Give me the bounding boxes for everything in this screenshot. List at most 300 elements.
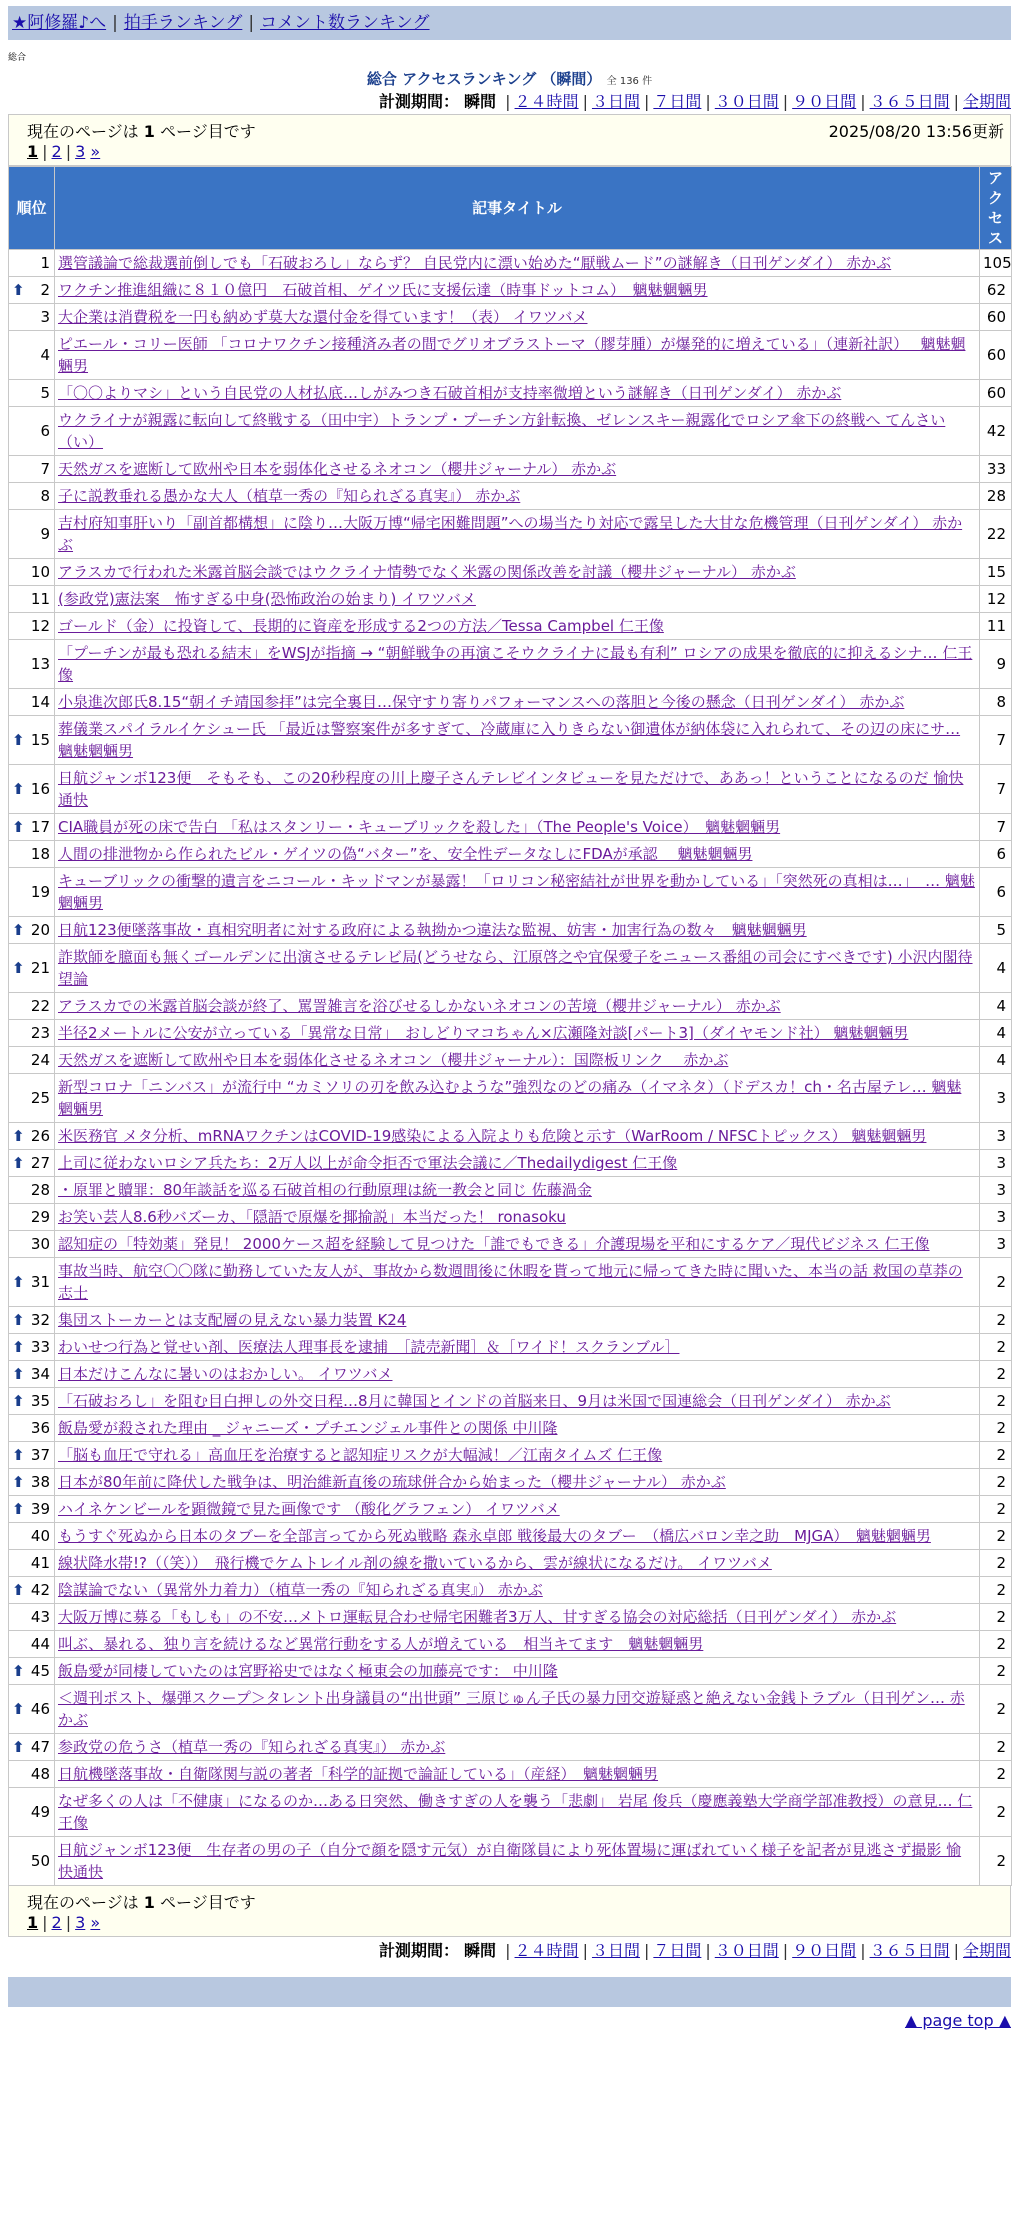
rank-cell	[9, 1334, 55, 1361]
table-row	[9, 1258, 1012, 1307]
access-count: 2	[980, 1734, 1012, 1761]
article-link[interactable]: なぜ多くの人は「不健康」になるのか…ある日突然、働きすぎの人を襲う「悲劇」 岩尾 俊兵（慶應義塾大学商学部准教授）の意見… 仁王像	[58, 1792, 973, 1832]
article-link[interactable]: 米医務官 メタ分析、mRNAワクチンはCOVID-19感染による入院よりも危険と示す（WarRoom / NFSCトピックス） 魑魅魍魎男	[58, 1127, 927, 1145]
rank-cell	[9, 1231, 55, 1258]
page-title-text: 総合 アクセスランキング （瞬間）	[366, 70, 602, 88]
rank-up-arrow-icon: ⬆	[12, 1338, 25, 1356]
rank-up-arrow-icon: ⬆	[12, 1127, 25, 1145]
period-option-link[interactable]: ３０日間	[714, 1941, 779, 1960]
article-link[interactable]: 参政党の危うさ（植草一秀の『知られざる真実』） 赤かぶ	[58, 1738, 446, 1756]
article-link[interactable]: 新型コロナ「ニンバス」が流行中 “カミソリの刃を飲み込むような”強烈なのどの痛み（イマネタ）（ドデスカ！ch・名古屋テレ… 魑魅魍魎男	[58, 1078, 962, 1118]
page-link-current: 1	[27, 1913, 39, 1932]
page-link[interactable]: 3	[75, 1913, 86, 1932]
table-row	[9, 1761, 1012, 1788]
rank-cell	[9, 483, 55, 510]
article-link[interactable]: (参政党)憲法案 怖すぎる中身(恐怖政治の始まり) イワツバメ	[58, 590, 476, 608]
article-link[interactable]: 日航機墜落事故・自衛隊関与説の著者「科学的証拠で論証している」（産経） 魑魅魍魎男	[58, 1765, 659, 1783]
rank-number: 1	[40, 254, 50, 272]
table-row	[9, 304, 1012, 331]
rank-up-arrow-icon: ⬆	[12, 731, 25, 749]
article-link[interactable]: ・原罪と贖罪：80年談話を巡る石破首相の行動原理は統一教会と同じ 佐藤渦金	[58, 1181, 592, 1199]
access-count: 11	[980, 613, 1012, 640]
period-option-link[interactable]: ３６５日間	[869, 1941, 950, 1960]
title-cell	[55, 944, 980, 993]
period-option-link[interactable]: ９０日間	[792, 1941, 857, 1960]
article-link[interactable]: 線状降水帯!?（（笑）） 飛行機でケムトレイル剤の線を撒いているから、雲が線状になるだけ。 イワツバメ	[58, 1554, 772, 1572]
rank-cell	[9, 1361, 55, 1388]
table-row	[9, 380, 1012, 407]
rank-number: 14	[30, 693, 50, 711]
title-cell	[55, 1231, 980, 1258]
article-link[interactable]: 日航123便墜落事故・真相究明者に対する政府による執拗かつ違法な監視、妨害・加害行為の数々 魑魅魍魎男	[58, 921, 807, 939]
access-count: 60	[980, 380, 1012, 407]
period-selector-top	[0, 90, 1011, 114]
title-cell	[55, 1788, 980, 1837]
article-link[interactable]: 葬儀業スパイラルイケシュー氏 「最近は警察案件が多すぎて、冷蔵庫に入りきらない御遺体が納体袋に入れられて、その辺の床にサ… 魑魅魍魎男	[58, 720, 961, 760]
article-link[interactable]: 大阪万博に募る「もしも」の不安…メトロ運転見合わせ帰宅困難者3万人、甘すぎる協会の対応総括（日刊ゲンダイ） 赤かぶ	[58, 1608, 897, 1626]
current-page-text-bottom: 現在のページは 1 ページ目です	[27, 1893, 256, 1912]
page-links-top: 1 | 2 | 3 »	[27, 142, 101, 161]
rank-up-arrow-icon: ⬆	[12, 921, 25, 939]
table-row	[9, 407, 1012, 456]
rank-cell	[9, 1123, 55, 1150]
access-count: 2	[980, 1550, 1012, 1577]
rank-number: 3	[40, 308, 50, 326]
article-link[interactable]: 叫ぶ、暴れる、独り言を続けるなど異常行動をする人が増えている 相当キてます 魑魅魍魎男	[58, 1635, 704, 1653]
table-row	[9, 1361, 1012, 1388]
access-count: 15	[980, 559, 1012, 586]
rank-number: 25	[30, 1089, 50, 1107]
rank-number: 5	[40, 384, 50, 402]
table-row	[9, 1577, 1012, 1604]
title-cell	[55, 716, 980, 765]
table-row	[9, 1604, 1012, 1631]
rank-cell	[9, 304, 55, 331]
article-link[interactable]: 選管議論で総裁選前倒しでも「石破おろし」ならず？ 自民党内に漂い始めた“厭戦ムード”の謎解き（日刊ゲンダイ） 赤かぶ	[58, 254, 892, 272]
access-count: 60	[980, 304, 1012, 331]
table-row	[9, 814, 1012, 841]
page-top-link[interactable]: ▲ page top ▲	[904, 2011, 1011, 2030]
article-link[interactable]: ピエール・コリー医師 「コロナワクチン接種済み者の間でグリオブラストーマ（膠芽腫）が爆発的に増えている」（連新社訳） 魑魅魍魎男	[58, 335, 966, 375]
article-link[interactable]: 日航ジャンボ123便 生存者の男の子（自分で顔を隠す元気）が自衛隊員により死体置場に運ばれていく様子を記者が見逃さず撮影 愉快通快	[58, 1841, 962, 1881]
article-link[interactable]: 「〇〇よりマシ」という自民党の人材払底…しがみつき石破首相が支持率微増という謎解き（日刊ゲンダイ） 赤かぶ	[58, 384, 842, 402]
title-cell	[55, 1837, 980, 1886]
article-link[interactable]: 「プーチンが最も恐れる結末」をWSJが指摘 → “朝鮮戦争の再演こそウクライナに最も有利” ロシアの成果を徹底的に抑えるシナ… 仁王像	[58, 644, 973, 684]
title-cell	[55, 1631, 980, 1658]
table-row	[9, 716, 1012, 765]
rank-number: 23	[30, 1024, 50, 1042]
rank-cell	[9, 1177, 55, 1204]
rank-cell	[9, 559, 55, 586]
period-label: 計測期間：	[378, 92, 459, 111]
rank-number: 28	[30, 1181, 50, 1199]
rank-number: 46	[30, 1700, 50, 1718]
access-count: 2	[980, 1658, 1012, 1685]
title-cell	[55, 1496, 980, 1523]
table-row	[9, 689, 1012, 716]
title-cell	[55, 765, 980, 814]
rank-number: 15	[30, 731, 50, 749]
access-count: 3	[980, 1074, 1012, 1123]
title-cell	[55, 510, 980, 559]
rank-up-arrow-icon: ⬆	[12, 1581, 25, 1599]
comment-ranking-link[interactable]: コメント数ランキング	[260, 13, 430, 33]
rank-number: 43	[30, 1608, 50, 1626]
period-option-link[interactable]: ３６５日間	[869, 92, 950, 111]
article-link[interactable]: 詐欺師を臆面も無くゴールデンに出演させるテレビ局(どうせなら、江原啓之や宜保愛子をニュース番組の司会にすべきです) 小沢内閣待望論	[58, 948, 973, 988]
rank-number: 12	[30, 617, 50, 635]
rank-cell	[9, 1388, 55, 1415]
title-cell	[55, 1307, 980, 1334]
rank-cell	[9, 250, 55, 277]
title-cell	[55, 1074, 980, 1123]
rank-cell	[9, 1658, 55, 1685]
access-count: 9	[980, 640, 1012, 689]
rank-cell	[9, 331, 55, 380]
rank-cell	[9, 868, 55, 917]
access-count: 7	[980, 814, 1012, 841]
rank-number: 19	[30, 883, 50, 901]
page-link[interactable]: 3	[75, 142, 86, 161]
article-link[interactable]: CIA職員が死の床で告白 「私はスタンリー・キューブリックを殺した」（The People's Voice） 魑魅魍魎男	[58, 818, 781, 836]
rank-up-arrow-icon: ⬆	[12, 1365, 25, 1383]
article-link[interactable]: 集団ストーカーとは支配層の見えない暴力装置 K24	[58, 1311, 407, 1329]
access-count: 8	[980, 689, 1012, 716]
access-count: 2	[980, 1388, 1012, 1415]
title-cell	[55, 483, 980, 510]
article-link[interactable]: ＜週刊ポスト、爆弾スクープ＞タレント出身議員の“出世頭” 三原じゅん子氏の暴力団交遊疑惑と絶えない金銭トラブル（日刊ゲン… 赤かぶ	[58, 1689, 965, 1729]
period-option-link[interactable]: ３日間	[591, 1941, 640, 1960]
period-option-link[interactable]: ７日間	[653, 1941, 702, 1960]
rank-cell	[9, 993, 55, 1020]
rank-cell	[9, 1523, 55, 1550]
rank-number: 50	[30, 1852, 50, 1870]
title-cell	[55, 1388, 980, 1415]
rank-number: 42	[30, 1581, 50, 1599]
access-count: 4	[980, 1047, 1012, 1074]
article-link[interactable]: 人間の排泄物から作られたビル・ゲイツの偽“バター”を、安全性データなしにFDAが承認 魑魅魍魎男	[58, 845, 753, 863]
access-count: 6	[980, 868, 1012, 917]
title-cell	[55, 1047, 980, 1074]
rank-number: 39	[30, 1500, 50, 1518]
article-link[interactable]: キューブリックの衝撃的遺言をニコール・キッドマンが暴露！「ロリコン秘密結社が世界を動かしている」「突然死の真相は…」 … 魑魅魍魎男	[58, 872, 975, 912]
rank-number: 34	[30, 1365, 50, 1383]
access-count: 3	[980, 1177, 1012, 1204]
access-count: 2	[980, 1442, 1012, 1469]
table-row	[9, 841, 1012, 868]
rank-cell	[9, 613, 55, 640]
title-cell	[55, 331, 980, 380]
breadcrumb: 総合	[8, 53, 27, 63]
rank-cell	[9, 1047, 55, 1074]
rank-up-arrow-icon: ⬆	[12, 1446, 25, 1464]
rank-cell	[9, 765, 55, 814]
table-row	[9, 277, 1012, 304]
title-cell	[55, 1020, 980, 1047]
title-cell	[55, 1577, 980, 1604]
article-link[interactable]: 「脳も血圧で守れる」高血圧を治療すると認知症リスクが大幅減！／江南タイムズ 仁王像	[58, 1446, 663, 1464]
table-row	[9, 1788, 1012, 1837]
page-links-bottom: 1 | 2 | 3 »	[27, 1913, 101, 1932]
footer-bar	[8, 1977, 1011, 2007]
table-row	[9, 1523, 1012, 1550]
article-link[interactable]: 大企業は消費税を一円も納めず莫大な還付金を得ています！（表） イワツバメ	[58, 308, 588, 326]
access-count: 2	[980, 1631, 1012, 1658]
page-link[interactable]: 2	[51, 142, 62, 161]
article-link[interactable]: 半径2メートルに公安が立っている「異常な日常」 おしどりマコちゃん×広瀬隆対談[パート3]（ダイヤモンド社） 魑魅魍魎男	[58, 1024, 909, 1042]
article-link[interactable]: もうすぐ死ぬから日本のタブーを全部言ってから死ぬ戦略 森永卓郎 戦後最大のタブー （橋広バロン幸之助 MJGA） 魑魅魍魎男	[58, 1527, 931, 1545]
access-count: 7	[980, 716, 1012, 765]
title-cell	[55, 250, 980, 277]
rank-number: 24	[30, 1051, 50, 1069]
title-cell	[55, 1442, 980, 1469]
rank-up-arrow-icon: ⬆	[12, 1154, 25, 1172]
rank-cell	[9, 814, 55, 841]
access-count: 2	[980, 1496, 1012, 1523]
table-row	[9, 1734, 1012, 1761]
period-option-link[interactable]: ３０日間	[714, 92, 779, 111]
rank-up-arrow-icon: ⬆	[12, 818, 25, 836]
rank-cell	[9, 1074, 55, 1123]
period-option-link[interactable]: 全期間	[962, 1941, 1011, 1960]
article-link[interactable]: ウクライナが親露に転向して終戦する（田中宇）トランプ・プーチン方針転換、ゼレンスキー親露化でロシア傘下の終戦へ てんさい（い）	[58, 411, 946, 451]
title-cell	[55, 1334, 980, 1361]
rank-cell	[9, 1415, 55, 1442]
rank-cell	[9, 1307, 55, 1334]
article-link[interactable]: 小泉進次郎氏8.15“朝イチ靖国参拝”は完全裏目…保守すり寄りパフォーマンスへの落胆と今後の懸念（日刊ゲンダイ） 赤かぶ	[58, 693, 905, 711]
article-link[interactable]: ワクチン推進組織に８１０億円 石破首相、ゲイツ氏に支援伝達（時事ドットコム） 魑魅魍魎男	[58, 281, 708, 299]
rank-cell	[9, 510, 55, 559]
article-link[interactable]: 吉村府知事肝いり「副首都構想」に陰り…大阪万博“帰宅困難問題”への場当たり対応で露呈した大甘な危機管理（日刊ゲンダイ） 赤かぶ	[58, 514, 963, 554]
rank-number: 20	[30, 921, 50, 939]
title-cell	[55, 1761, 980, 1788]
access-count: 2	[980, 1788, 1012, 1837]
table-row	[9, 456, 1012, 483]
rank-cell	[9, 1685, 55, 1734]
table-row	[9, 559, 1012, 586]
article-link[interactable]: 飯島愛が同棲していたのは宮野裕史ではなく極東会の加藤亮です： 中川隆	[58, 1662, 558, 1680]
title-cell	[55, 868, 980, 917]
rank-cell	[9, 277, 55, 304]
next-page-link[interactable]: »	[90, 1913, 101, 1932]
title-cell	[55, 1685, 980, 1734]
title-cell	[55, 456, 980, 483]
article-link[interactable]: 日本だけこんなに暑いのはおかしい。 イワツバメ	[58, 1365, 393, 1383]
title-cell	[55, 380, 980, 407]
table-row	[9, 1204, 1012, 1231]
page-title	[0, 68, 1019, 90]
title-cell	[55, 1415, 980, 1442]
title-cell	[55, 304, 980, 331]
table-row	[9, 1415, 1012, 1442]
rank-number: 9	[40, 525, 50, 543]
current-page-text: 現在のページは 1 ページ目です	[27, 122, 256, 141]
access-count: 3	[980, 1231, 1012, 1258]
rank-number: 29	[30, 1208, 50, 1226]
table-row	[9, 640, 1012, 689]
rank-number: 8	[40, 487, 50, 505]
table-row	[9, 1469, 1012, 1496]
access-count: 3	[980, 1150, 1012, 1177]
article-link[interactable]: 飯島愛が殺された理由 _ ジャニーズ・プチエンジェル事件との関係 中川隆	[58, 1419, 558, 1437]
title-cell	[55, 1150, 980, 1177]
rank-number: 44	[30, 1635, 50, 1653]
article-link[interactable]: ゴールド（金）に投資して、長期的に資産を形成する2つの方法／Tessa Campbel 仁王像	[58, 617, 664, 635]
article-link[interactable]: 日航ジャンボ123便 そもそも、この20秒程度の川上慶子さんテレビインタビューを見ただけで、ああっ！ということになるのだ 愉快通快	[58, 769, 964, 809]
rank-cell	[9, 586, 55, 613]
rank-up-arrow-icon: ⬆	[12, 1392, 25, 1410]
article-link[interactable]: 天然ガスを遮断して欧州や日本を弱体化させるネオコン（櫻井ジャーナル）：国際板リンク 赤かぶ	[58, 1051, 729, 1069]
home-link[interactable]: ★阿修羅♪へ	[12, 13, 107, 33]
period-links-top: | ２４時間 | ３日間 | ７日間 | ３０日間 | ９０日間 | ３６５日間 | 全期間	[505, 92, 1011, 111]
title-cell	[55, 841, 980, 868]
article-link[interactable]: わいせつ行為と覚せい剤、医療法人理事長を逮捕 ［読売新聞］＆［ワイド！スクランブル］	[58, 1338, 680, 1356]
access-count: 2	[980, 1469, 1012, 1496]
rank-number: 2	[40, 281, 50, 299]
top-nav-bar: ★阿修羅♪へ | 拍手ランキング | コメント数ランキング	[8, 6, 1011, 40]
rank-number: 48	[30, 1765, 50, 1783]
table-row	[9, 917, 1012, 944]
rank-number: 16	[30, 780, 50, 798]
rank-number: 30	[30, 1235, 50, 1253]
access-count: 2	[980, 1334, 1012, 1361]
title-cell	[55, 689, 980, 716]
table-row	[9, 1020, 1012, 1047]
header-rank: 順位	[9, 167, 55, 250]
rank-up-arrow-icon: ⬆	[12, 281, 25, 299]
rank-number: 13	[30, 655, 50, 673]
table-row	[9, 1334, 1012, 1361]
table-row	[9, 1550, 1012, 1577]
article-link[interactable]: 上司に従わないロシア兵たち：2万人以上が命令拒否で軍法会議に／Thedailydigest 仁王像	[58, 1154, 678, 1172]
rank-number: 41	[30, 1554, 50, 1572]
page-link-current: 1	[27, 142, 39, 161]
access-count: 12	[980, 586, 1012, 613]
title-cell	[55, 559, 980, 586]
period-selector-bottom: 計測期間： 瞬間 | ２４時間 | ３日間 | ７日間 | ３０日間 | ９０日間 | ３６５日間 | 全期間	[378, 1941, 1011, 1960]
total-count: 全 136 件	[606, 76, 653, 87]
title-cell	[55, 613, 980, 640]
rank-number: 35	[30, 1392, 50, 1410]
access-count: 2	[980, 1307, 1012, 1334]
rank-up-arrow-icon: ⬆	[12, 780, 25, 798]
period-option-link[interactable]: ３日間	[591, 92, 640, 111]
period-option-link[interactable]: ２４時間	[514, 1941, 579, 1960]
rank-cell	[9, 407, 55, 456]
rank-number: 32	[30, 1311, 50, 1329]
title-cell	[55, 1550, 980, 1577]
rank-cell	[9, 1469, 55, 1496]
rank-number: 37	[30, 1446, 50, 1464]
article-link[interactable]: 子に説教垂れる愚かな大人（植草一秀の『知られざる真実』） 赤かぶ	[58, 487, 521, 505]
title-cell	[55, 1523, 980, 1550]
current-page-number: 1	[143, 122, 155, 141]
access-count: 2	[980, 1415, 1012, 1442]
access-count: 3	[980, 1123, 1012, 1150]
title-cell	[55, 1361, 980, 1388]
article-link[interactable]: 天然ガスを遮断して欧州や日本を弱体化させるネオコン（櫻井ジャーナル） 赤かぶ	[58, 460, 617, 478]
table-row	[9, 1177, 1012, 1204]
title-cell	[55, 586, 980, 613]
page-link[interactable]: 2	[51, 1913, 62, 1932]
rank-number: 21	[30, 959, 50, 977]
rank-number: 6	[40, 422, 50, 440]
rank-cell	[9, 1577, 55, 1604]
access-count: 2	[980, 1685, 1012, 1734]
rank-cell	[9, 1020, 55, 1047]
access-count: 2	[980, 1361, 1012, 1388]
rank-number: 27	[30, 1154, 50, 1172]
access-count: 4	[980, 944, 1012, 993]
article-link[interactable]: ハイネケンビールを顕微鏡で見た画像です （酸化グラフェン） イワツバメ	[58, 1500, 560, 1518]
access-count: 2	[980, 1837, 1012, 1886]
next-page-link[interactable]: »	[90, 142, 101, 161]
access-count: 42	[980, 407, 1012, 456]
table-row	[9, 331, 1012, 380]
rank-cell	[9, 917, 55, 944]
rank-up-arrow-icon: ⬆	[12, 1662, 25, 1680]
rank-cell	[9, 1604, 55, 1631]
article-link[interactable]: 陰謀論でない（異常外力着力）（植草一秀の『知られざる真実』） 赤かぶ	[58, 1581, 543, 1599]
article-link[interactable]: 日本が80年前に降伏した戦争は、明治維新直後の琉球併合から始まった（櫻井ジャーナル） 赤かぶ	[58, 1473, 726, 1491]
title-cell	[55, 407, 980, 456]
title-cell	[55, 1204, 980, 1231]
table-row	[9, 250, 1012, 277]
rank-number: 40	[30, 1527, 50, 1545]
access-count: 62	[980, 277, 1012, 304]
article-link[interactable]: お笑い芸人8.6秒バズーカ、「隠語で原爆を揶揄説」本当だった！ ronasoku	[58, 1208, 566, 1226]
header-title: 記事タイトル	[55, 167, 980, 250]
access-count: 33	[980, 456, 1012, 483]
clap-ranking-link[interactable]: 拍手ランキング	[123, 13, 243, 33]
period-option-link[interactable]: 全期間	[962, 92, 1011, 111]
article-link[interactable]: アラスカで行われた米露首脳会談ではウクライナ情勢でなく米露の関係改善を討議（櫻井ジャーナル） 赤かぶ	[58, 563, 796, 581]
rank-cell	[9, 1761, 55, 1788]
title-cell	[55, 1469, 980, 1496]
period-option-link[interactable]: ２４時間	[514, 92, 579, 111]
table-row	[9, 1631, 1012, 1658]
header-access: アクセス	[980, 167, 1012, 250]
table-row	[9, 1658, 1012, 1685]
rank-number: 10	[30, 563, 50, 581]
page-top-wrap	[0, 2011, 1011, 2030]
access-count: 3	[980, 1204, 1012, 1231]
period-option-link[interactable]: ７日間	[653, 92, 702, 111]
access-count: 28	[980, 483, 1012, 510]
rank-cell	[9, 944, 55, 993]
rank-number: 31	[30, 1273, 50, 1291]
article-link[interactable]: 認知症の「特効薬」発見！ 2000ケース超を経験して見つけた「誰でもできる」介護現場を平和にするケア／現代ビジネス 仁王像	[58, 1235, 930, 1253]
rank-number: 45	[30, 1662, 50, 1680]
table-row	[9, 1496, 1012, 1523]
period-option-link[interactable]: ９０日間	[792, 92, 857, 111]
article-link[interactable]: 事故当時、航空〇〇隊に勤務していた友人が、事故から数週間後に休暇を貰って地元に帰ってきた時に聞いた、本当の話 救国の草莽の志士	[58, 1262, 963, 1302]
table-row	[9, 993, 1012, 1020]
rank-up-arrow-icon: ⬆	[12, 1273, 25, 1291]
title-cell	[55, 1123, 980, 1150]
rank-cell	[9, 689, 55, 716]
title-cell	[55, 993, 980, 1020]
access-count: 2	[980, 1577, 1012, 1604]
table-row	[9, 1123, 1012, 1150]
table-row	[9, 510, 1012, 559]
article-link[interactable]: アラスカでの米露首脳会談が終了、罵詈雑言を浴びせるしかないネオコンの苦境（櫻井ジャーナル） 赤かぶ	[58, 997, 781, 1015]
article-link[interactable]: 「石破おろし」を阻む目白押しの外交日程…8月に韓国とインドの首脳来日、9月は米国で国連総会（日刊ゲンダイ） 赤かぶ	[58, 1392, 891, 1410]
rank-number: 18	[30, 845, 50, 863]
access-count: 2	[980, 1523, 1012, 1550]
rank-cell	[9, 1788, 55, 1837]
table-row	[9, 1837, 1012, 1886]
